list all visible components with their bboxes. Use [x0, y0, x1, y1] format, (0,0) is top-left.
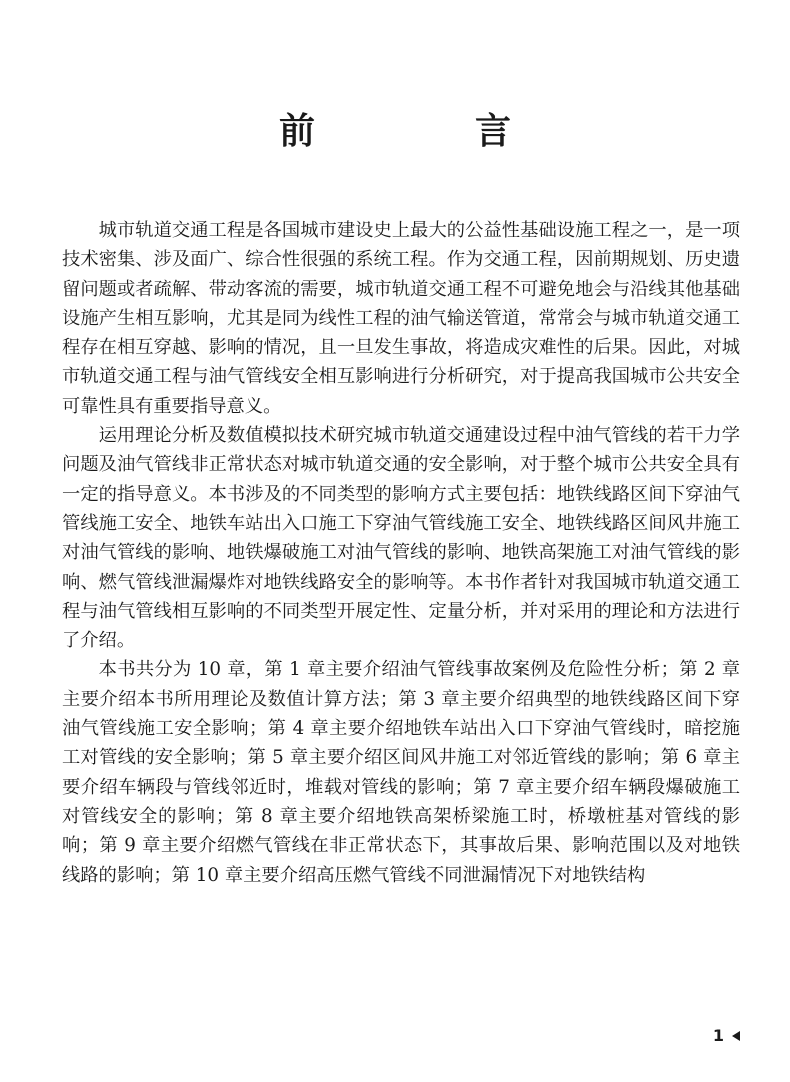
- page-title: 前 言: [278, 111, 573, 152]
- page-number: [713, 1026, 740, 1046]
- paragraph-3: 本书共分为 10 章，第 1 章主要介绍油气管线事故案例及危险性分析；第 2 章主要介绍本书所用理论及数值计算方法；第 3 章主要介绍典型的地铁线路区间下穿油气管线施工安全影响；第 4 章主要介绍地铁车站出入口下穿油气管线时，暗挖施工对管线的安全影响；第 5 章主要介绍区间风井施工对邻近管线的影响；第 6 章主要介绍车辆段与管线邻近时，堆载对管线的影响；第 7 章主要介绍车辆段爆破施工对管线安全的影响；第 8 章主要介绍地铁高架桥梁施工时，桥墩桩基对管线的影响；第 9 章主要介绍燃气管线在非正常状态下，其事故后果、影响范围以及对地铁线路的影响；第 10 章主要介绍高压燃气管线不同泄漏情况下对地铁结构: [62, 659, 740, 886]
- paragraph-2: 运用理论分析及数值模拟技术研究城市轨道交通建设过程中油气管线的若干力学问题及油气管线非正常状态对城市轨道交通的安全影响，对于整个城市公共安全具有一定的指导意义。本书涉及的不同类型的影响方式主要包括：地铁线路区间下穿油气管线施工安全、地铁车站出入口施工下穿油气管线施工安全、地铁线路区间风井施工对油气管线的影响、地铁爆破施工对油气管线的影响、地铁高架施工对油气管线的影响、燃气管线泄漏爆炸对地铁线路安全的影响等。本书作者针对我国城市轨道交通工程与油气管线相互影响的不同类型开展定性、定量分析，并对采用的理论和方法进行了介绍。: [62, 425, 740, 652]
- body-text: [62, 216, 740, 890]
- page-number-label: 1: [712, 1026, 724, 1045]
- paragraph-1: 城市轨道交通工程是各国城市建设史上最大的公益性基础设施工程之一，是一项技术密集、涉及面广、综合性很强的系统工程。作为交通工程，因前期规划、历史遗留问题或者疏解、带动客流的需要，城市轨道交通工程不可避免地会与沿线其他基础设施产生相互影响，尤其是同为线性工程的油气输送管道，常常会与城市轨道交通工程存在相互穿越、影响的情况，且一旦发生事故，将造成灾难性的后果。因此，对城市轨道交通工程与油气管线安全相互影响进行分析研究，对于提高我国城市公共安全可靠性具有重要指导意义。: [62, 220, 740, 417]
- page-marker-triangle-icon: [732, 1031, 740, 1041]
